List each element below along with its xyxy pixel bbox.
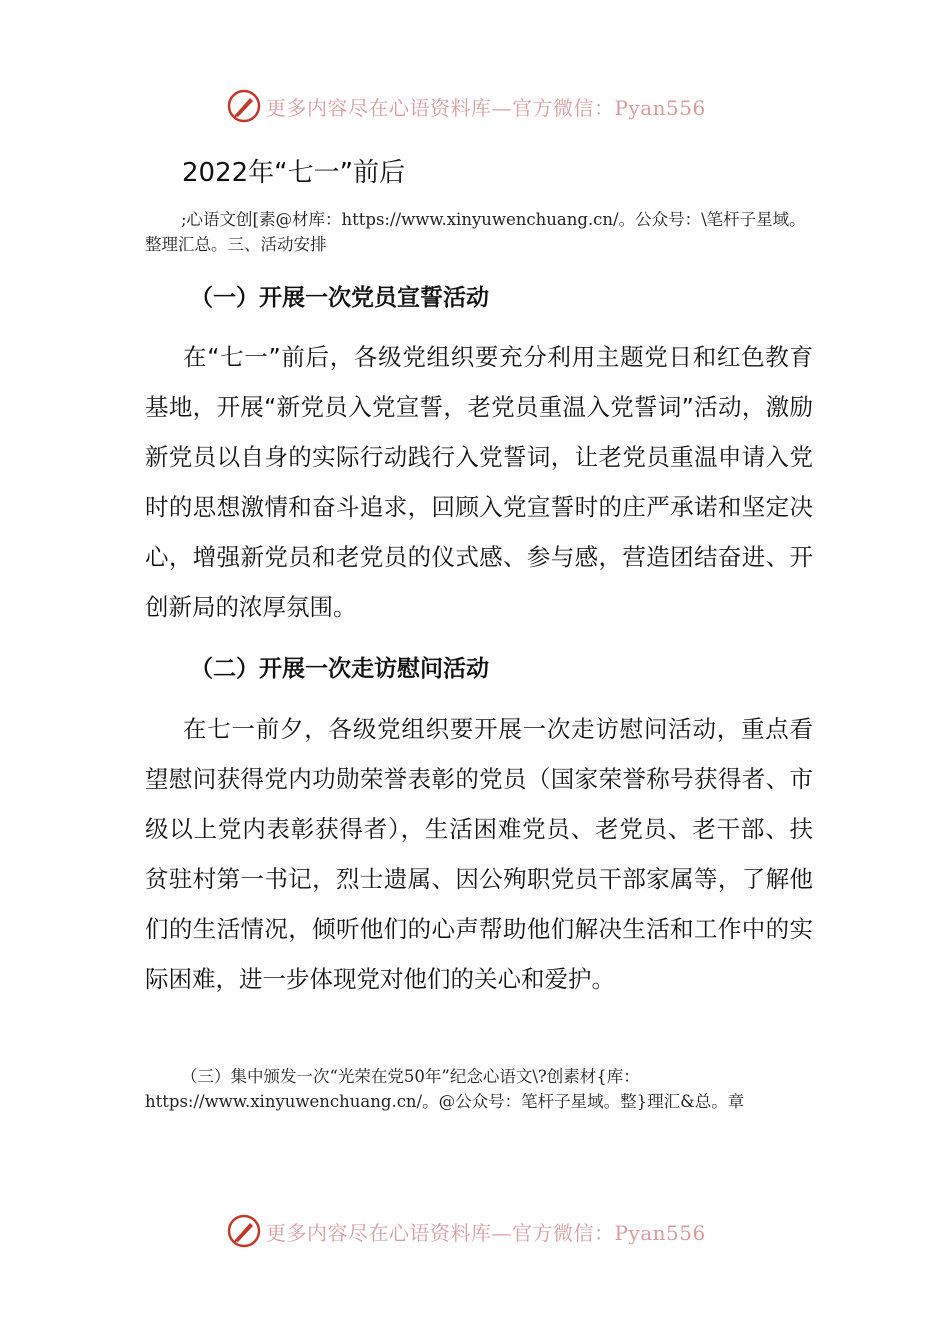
banner-text: 更多内容尽在心语资料库—官方微信：Pyan556 — [266, 95, 706, 120]
banner-text: 更多内容尽在心语资料库—官方微信：Pyan556 — [266, 1220, 706, 1245]
section-2-body: 在七一前夕，各级党组织要开展一次走访慰问活动，重点看望慰问获得党内功勋荣誉表彰的党员（国家荣誉称号获得者、市级以上党内表彰获得者），生活困难党员、老党员、老干部、扶贫驻村第一书记，烈士遗属、因公殉职党员干部家属等，了解他们的生活情况，倾听他们的心声帮助他们解决生活和工作中的实际困难，进一步体现党对他们的关心和爱护。 — [145, 715, 813, 993]
source-note-bottom: （三）集中颁发一次“光荣在党50年”纪念心语文\?创素材{库：https://www.xinyuwenchuang.cn/。@公众号：笔杆子星域。整}理汇&总。章 — [145, 1067, 745, 1111]
section-2-heading: （二）开展一次走访慰问活动 — [190, 656, 489, 682]
quill-pen-logo-icon — [226, 88, 262, 124]
footer-banner — [226, 1211, 746, 1251]
quill-pen-logo-icon — [226, 1213, 262, 1249]
section-1-body: 在“七一”前后，各级党组织要充分利用主题党日和红色教育基地，开展“新党员入党宣誓，老党员重温入党誓词”活动，激励新党员以自身的实际行动践行入党誓词，让老党员重温申请入党时的思想激情和奋斗追求，回顾入党宣誓时的庄严承诺和坚定决心，增强新党员和老党员的仪式感、参与感，营造团结奋进、开创新局的浓厚氛围。 — [145, 343, 813, 621]
document-title: 2022年“七一”前后 — [182, 158, 406, 188]
header-banner — [226, 86, 746, 126]
source-note-top: ;心语文创[素@材库：https://www.xinyuwenchuang.cn/。公众号：\笔杆子星域。整理汇总。三、活动安排 — [145, 210, 806, 254]
section-1-heading: （一）开展一次党员宣誓活动 — [190, 285, 489, 311]
